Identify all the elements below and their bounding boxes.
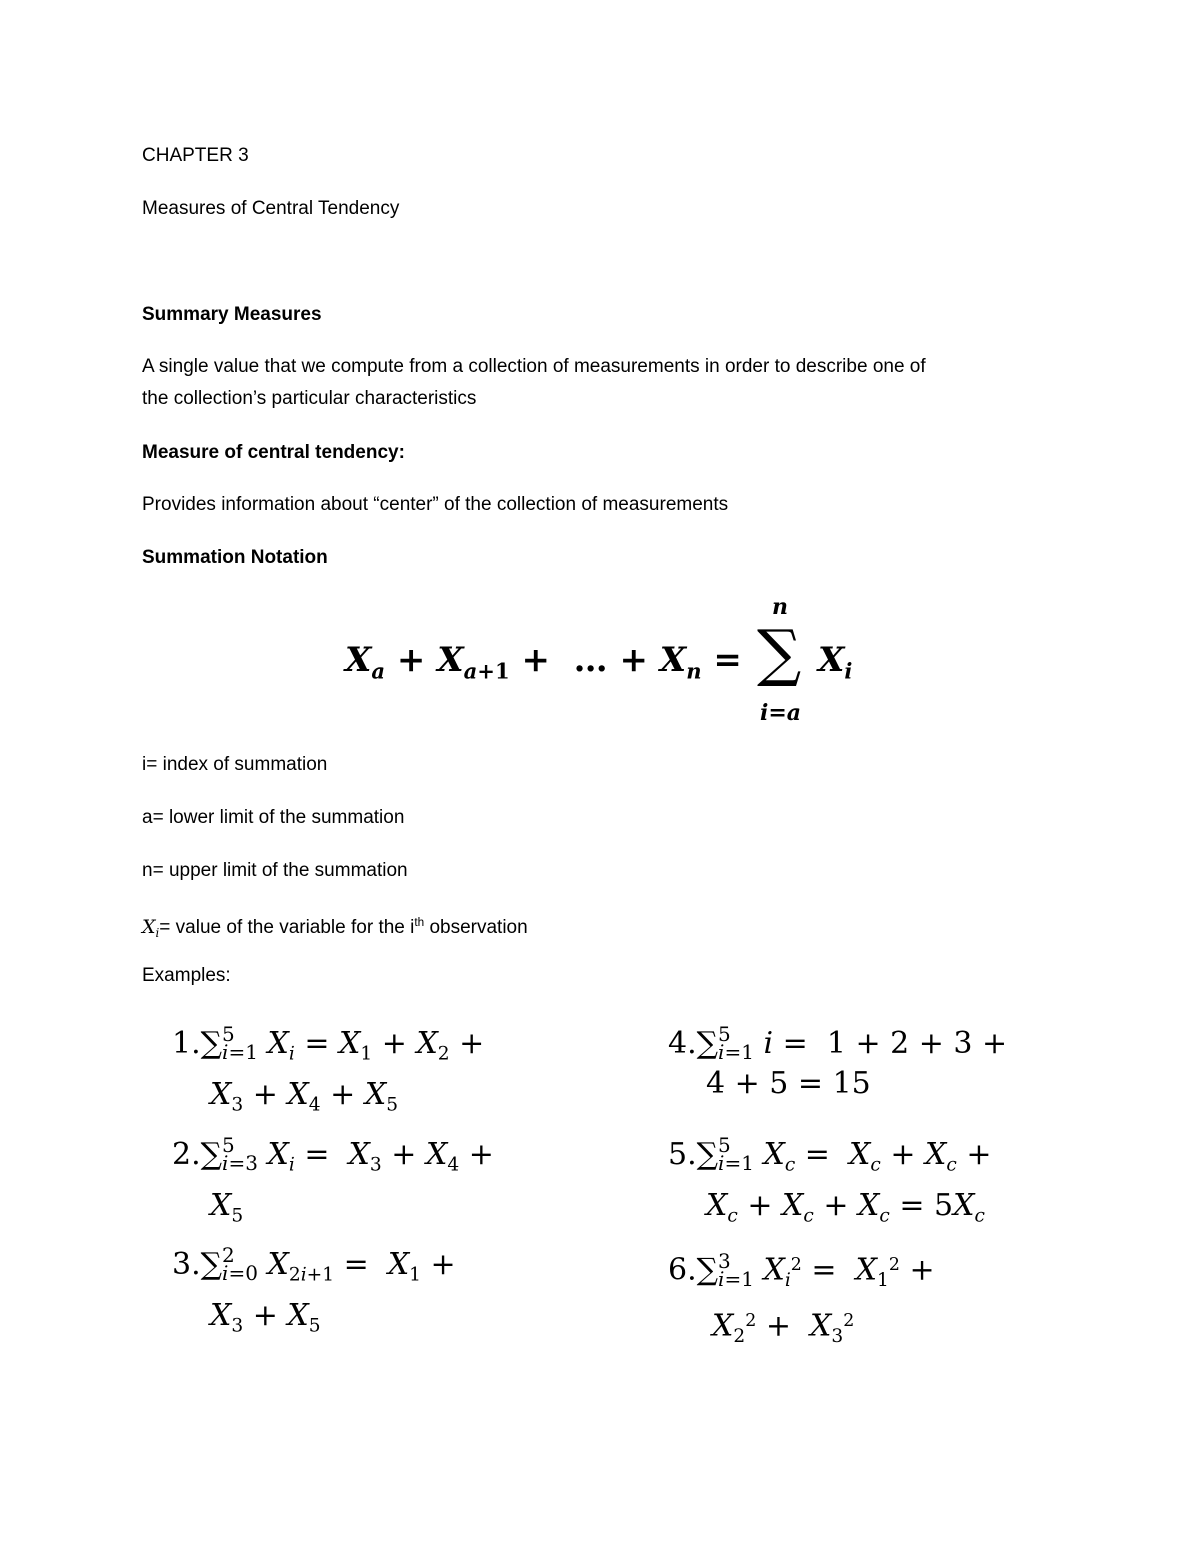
definition-a: a= lower limit of the summation	[142, 807, 405, 828]
example-4-line2: 4 + 5 = 15	[706, 1066, 871, 1101]
chapter-title: Measures of Central Tendency	[142, 198, 400, 219]
formula-rhs: $X_i$	[818, 640, 853, 684]
central-text: Provides information about “center” of the collection of measurements	[142, 494, 729, 515]
example-2-line1: 2.∑ 5 i=3 $X_i = X_3 + X_4$ +	[172, 1133, 494, 1176]
formula-lower-limit: i=a	[760, 700, 802, 726]
example-1-line1: 1.∑ 5 i=1 $X_i = X_1 + X_2$ +	[172, 1022, 485, 1065]
example-4-line1: 4.∑ 5 i=1 i = 1 + 2 + 3 +	[668, 1022, 1008, 1064]
xi-symbol: $X_i$	[142, 916, 160, 941]
example-3-line1: 3.∑ 2 i=0 $X_{2i+1} = X_1$ +	[172, 1243, 456, 1286]
xi-definition-text: = value of the variable for the i	[159, 917, 415, 939]
example-5	[668, 1135, 991, 1236]
sigma-icon: ∑	[757, 616, 802, 689]
examples-label: Examples:	[142, 965, 231, 986]
example-2	[172, 1135, 494, 1236]
example-2-line2: $X_5$	[210, 1187, 244, 1226]
formula-upper-limit: n	[772, 594, 788, 620]
example-3	[172, 1245, 456, 1346]
example-6-line2: $X_2^2 + X_3^2$	[712, 1308, 855, 1348]
summary-text-line2: the collection’s particular characteristics	[142, 388, 477, 409]
formula-lhs: $X_a + X_{a+1}$ + … + $X_n$ =	[345, 640, 742, 684]
xi-definition-tail: observation	[424, 917, 528, 939]
example-1-line2: $X_3 + X_4 + X_5$	[210, 1076, 399, 1115]
example-5-line2: $X_c + X_c + X_c = 5X_c$	[706, 1187, 985, 1226]
summary-heading: Summary Measures	[142, 304, 322, 325]
xi-sup: th	[414, 916, 425, 929]
summary-text-line1: A single value that we compute from a collection of measurements in order to describe one of	[142, 356, 926, 377]
central-heading: Measure of central tendency:	[142, 442, 405, 463]
example-5-line1: 5.∑ 5 i=1 $X_c = X_c + X_c$ +	[668, 1133, 992, 1176]
example-4	[668, 1024, 1007, 1104]
example-6-line1: 6.∑ 3 i=1 $X_i^2 = X_1^2$ +	[668, 1248, 935, 1292]
definition-i: i= index of summation	[142, 754, 328, 775]
example-1	[172, 1024, 484, 1125]
chapter-label: CHAPTER 3	[142, 145, 249, 166]
example-6	[668, 1245, 935, 1357]
summation-heading: Summation Notation	[142, 547, 328, 568]
definition-n: n= upper limit of the summation	[142, 860, 408, 881]
example-3-line2: $X_3 + X_5$	[210, 1297, 321, 1336]
definition-xi	[142, 911, 528, 945]
